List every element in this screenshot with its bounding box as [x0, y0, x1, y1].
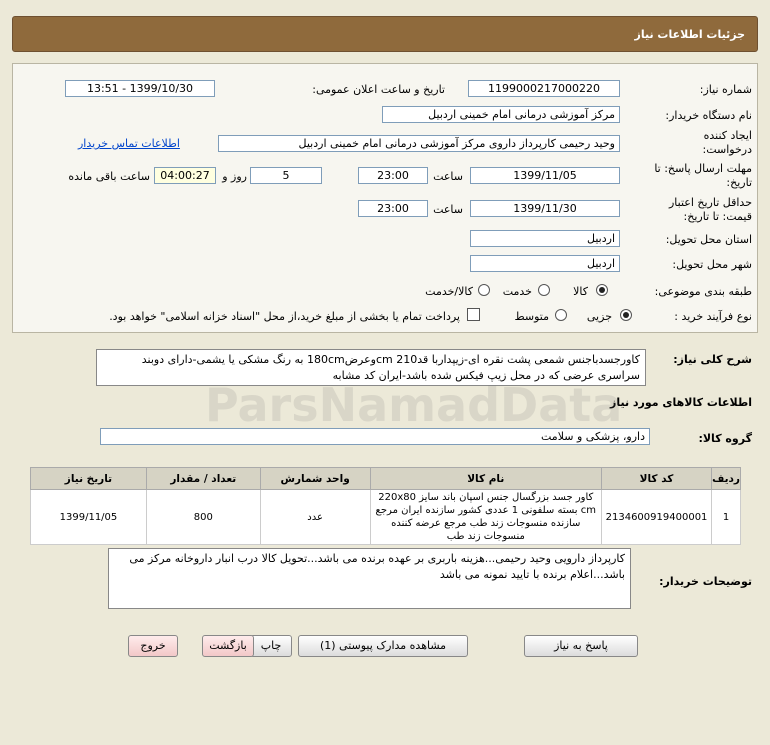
process-type-label: نوع فرآیند خرید : — [674, 310, 752, 323]
goods-info-heading: اطلاعات کالاهای مورد نیاز — [610, 396, 752, 409]
subject-class-label: طبقه بندی موضوعی: — [654, 285, 752, 298]
goods-code-cell: 2134600919400001 — [602, 490, 712, 545]
reply-time-label: ساعت — [433, 170, 463, 183]
need-number-label: شماره نیاز: — [699, 83, 752, 96]
exit-button[interactable]: خروج — [128, 635, 178, 657]
buyer-notes-box: کارپرداز دارویی وحید رحیمی...هزینه باربری بر عهده برنده می باشد...تحویل کالا درب انبار داروخانه مرکز می باشد...اعلام برنده با تایید نمونه می باشد — [108, 548, 631, 609]
province-field: اردبیل — [470, 230, 620, 247]
subject-goods-service-radio[interactable] — [478, 284, 490, 296]
row-number-cell: 1 — [712, 490, 741, 545]
subject-goods-radio[interactable] — [596, 284, 608, 296]
treasury-payment-label: پرداخت تمام یا بخشی از مبلغ خرید،از محل "اسناد خزانه اسلامی" خواهد بود. — [109, 310, 460, 323]
validity-time-label: ساعت — [433, 203, 463, 216]
creator-label: ایجاد کننده درخواست: — [702, 129, 752, 156]
validity-time-field: 23:00 — [358, 200, 428, 217]
col-unit-header: واحد شمارش — [260, 468, 370, 490]
announce-datetime-field: 1399/10/30 - 13:51 — [65, 80, 215, 97]
city-label: شهر محل تحویل: — [672, 258, 752, 271]
general-desc-label: شرح کلی نیاز: — [673, 353, 752, 366]
col-row-header: ردیف — [712, 468, 741, 490]
buyer-org-label: نام دستگاه خریدار: — [665, 109, 752, 122]
general-desc-box: کاورجسدباجنس شمعی پشت نقره ای-زیپداربا قد210 cmوعرض180cm به رنگ مشکی یا یشمی-دارای دوبند سراسری عرضی که در محل زیپ فیکس شده باشد-ایران کد مشابه — [96, 349, 646, 386]
goods-name-cell: کاور جسد بزرگسال جنس اسپان باند سایز 220x80 cm بسته سلفونی 1 عددی کشور سازنده ایران مرجع سازنده منسوجات زند طب مرجع عرضه کننده منسوجات زند طب — [370, 490, 602, 545]
subject-goods-service-label: کالا/خدمت — [425, 285, 473, 298]
goods-group-field: دارو، پزشکی و سلامت — [100, 428, 650, 445]
goods-group-label: گروه کالا: — [698, 432, 752, 445]
buyer-org-field: مرکز آموزشی درمانی امام خمینی اردبیل — [382, 106, 620, 123]
subject-goods-label: کالا — [573, 285, 588, 298]
process-minor-radio[interactable] — [620, 309, 632, 321]
validity-date-field: 1399/11/30 — [470, 200, 620, 217]
items-table — [30, 467, 741, 545]
province-label: استان محل تحویل: — [665, 233, 752, 246]
remaining-time-field: 04:00:27 — [154, 167, 216, 184]
table-header-row — [31, 468, 741, 490]
process-minor-label: جزیی — [586, 310, 612, 323]
announce-datetime-label: تاریخ و ساعت اعلان عمومی: — [312, 83, 445, 96]
reply-button[interactable]: پاسخ به نیاز — [524, 635, 638, 657]
col-date-header: تاریخ نیاز — [31, 468, 147, 490]
window-title: جزئیات اطلاعات نیاز — [634, 28, 745, 41]
validity-deadline-label: حداقل تاریخ اعتبار قیمت: تا تاریخ: — [668, 196, 752, 223]
reply-time-field: 23:00 — [358, 167, 428, 184]
quantity-cell: 800 — [146, 490, 260, 545]
subject-service-radio[interactable] — [538, 284, 550, 296]
need-number-field: 1199000217000220 — [468, 80, 620, 97]
window-titlebar — [12, 16, 758, 52]
days-label: روز و — [222, 170, 247, 183]
subject-service-label: خدمت — [502, 285, 532, 298]
process-medium-radio[interactable] — [555, 309, 567, 321]
reply-days-field: 5 — [250, 167, 322, 184]
table-row[interactable] — [31, 490, 741, 545]
watermark-text: ParsNamadData — [205, 378, 623, 432]
buyer-notes-label: توضیحات خریدار: — [659, 575, 752, 588]
reply-deadline-label: مهلت ارسال پاسخ: تا تاریخ: — [654, 162, 752, 189]
unit-cell: عدد — [260, 490, 370, 545]
process-medium-label: متوسط — [514, 310, 549, 323]
city-field: اردبیل — [470, 255, 620, 272]
print-button[interactable]: چاپ — [250, 635, 292, 657]
remaining-label: ساعت باقی مانده — [68, 170, 150, 183]
col-name-header: نام کالا — [370, 468, 602, 490]
reply-date-field: 1399/11/05 — [470, 167, 620, 184]
back-button[interactable]: بازگشت — [202, 635, 254, 657]
creator-field: وحید رحیمی کارپرداز داروی مرکز آموزشی درمانی امام خمینی اردبیل — [218, 135, 620, 152]
treasury-payment-checkbox[interactable] — [467, 308, 480, 321]
contact-info-link[interactable]: اطلاعات تماس خریدار — [78, 137, 180, 150]
col-code-header: کد کالا — [602, 468, 712, 490]
need-date-cell: 1399/11/05 — [31, 490, 147, 545]
col-qty-header: تعداد / مقدار — [146, 468, 260, 490]
view-attachments-button[interactable]: مشاهده مدارک پیوستی (1) — [298, 635, 468, 657]
